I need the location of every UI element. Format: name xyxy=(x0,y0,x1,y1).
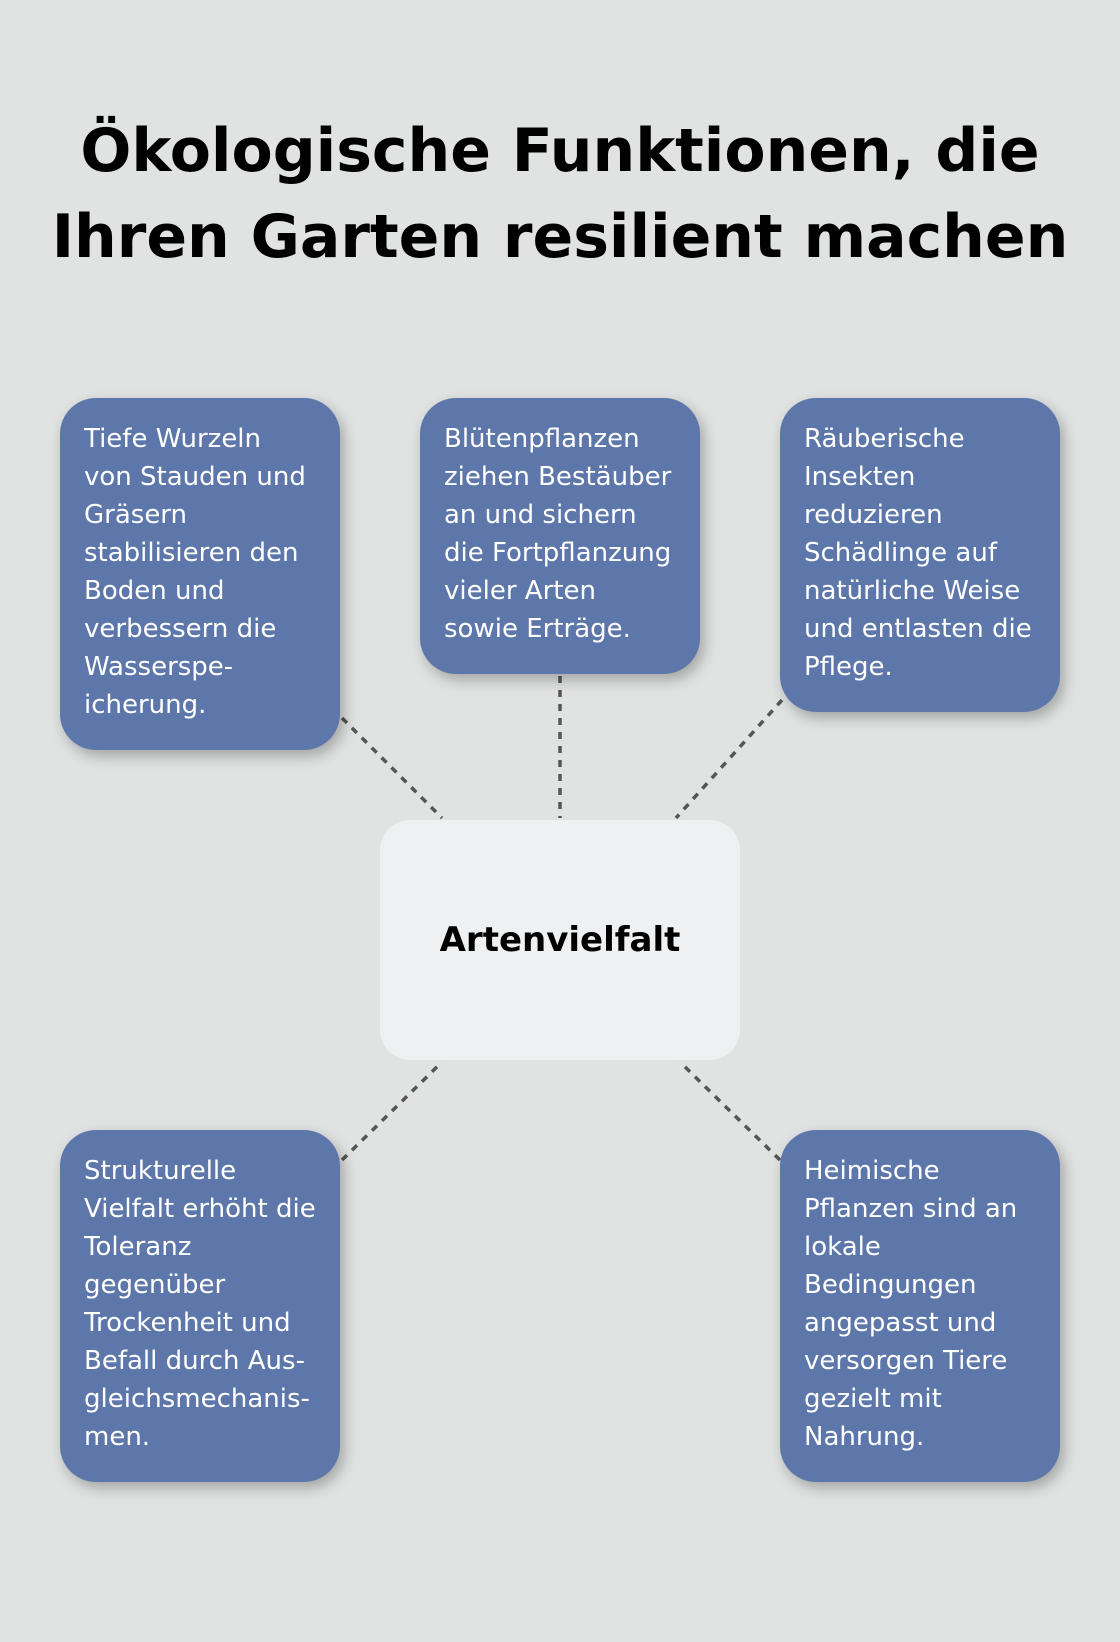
card-predatory-insects: Räuberische Insekten reduzieren Schädlinge auf natürliche Weise und entlasten die Pflege. xyxy=(780,398,1060,712)
center-node xyxy=(380,820,740,1060)
card-structural-diversity: Strukturelle Vielfalt erhöht die Toleranz gegenüber Trockenheit und Befall durch Aus- gleichsmechanis- men. xyxy=(60,1130,340,1482)
card-pollinators: Blütenpflanzen ziehen Bestäuber an und sichern die Fortpflanzung vieler Arten sowie Erträge. xyxy=(420,398,700,674)
connector-card-1 xyxy=(342,718,442,818)
card-native-plants: Heimische Pflanzen sind an lokale Bedingungen angepasst und versorgen Tiere gezielt mit Nahrung. xyxy=(780,1130,1060,1482)
card-deep-roots: Tiefe Wurzeln von Stauden und Gräsern stabilisieren den Boden und verbessern die Wasserspe- icherung. xyxy=(60,398,340,750)
title-line-1: Ökologische Funktionen, die xyxy=(80,116,1040,186)
title-line-2: Ihren Garten resilient machen xyxy=(51,202,1069,272)
connector-card-5 xyxy=(680,1062,780,1160)
center-label: Artenvielfalt xyxy=(439,920,681,960)
connector-card-3 xyxy=(676,700,782,818)
connector-card-4 xyxy=(342,1062,442,1160)
